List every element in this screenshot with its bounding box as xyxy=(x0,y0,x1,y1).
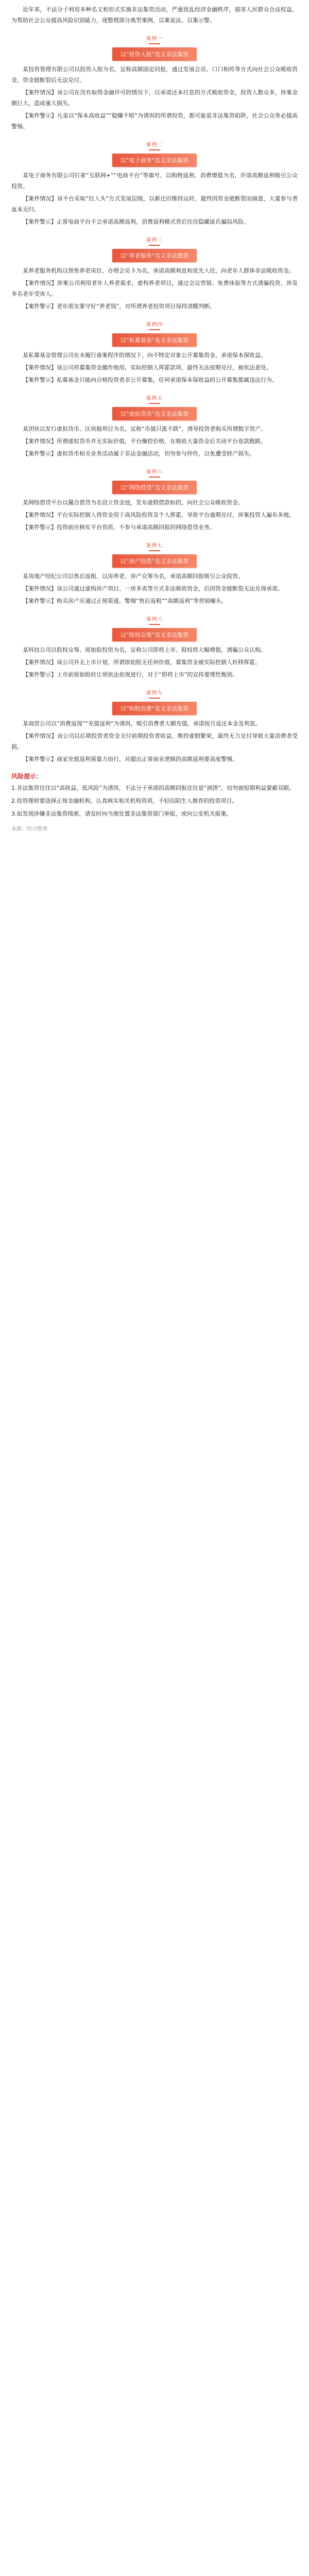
risk-item: 1.非法集资往往以“高收益、低风险”为诱饵，不法分子承诺的高额回报往往是“画饼”，切勿被短期利益蒙蔽双眼。 xyxy=(11,785,295,791)
case-body xyxy=(0,571,309,606)
case-paragraph: 【案件情况】涉案公司利用老年人养老需求，虚构养老项目，通过会议营销、免费体验等方式诱骗投资，涉及多名老年受害人。 xyxy=(11,280,298,297)
case-title-tag: 以“房产投资”名义非法集资 xyxy=(112,554,197,568)
case-header xyxy=(0,316,309,350)
case-header xyxy=(0,537,309,571)
case-title-tag: 以“投资入股”名义非法集资 xyxy=(112,47,197,61)
case-title-tag: 以“虚拟货币”名义非法集资 xyxy=(112,407,197,420)
case-number: 案例五 xyxy=(146,396,163,401)
case-paragraph: 【案件警示】老年朋友要守好“养老钱”，对所谓养老投资项目保持清醒判断。 xyxy=(23,303,216,310)
case-paragraph: 【案件情况】该公司将募集资金挪作他用，实际控制人挥霍款项，最终无法按期兑付，被依法查处。 xyxy=(23,364,272,371)
case-divider xyxy=(149,149,160,150)
intro-paragraph: 近年来，不法分子利用多种名义和形式实施非法集资活动，严重扰乱经济金融秩序，损害人民群众合法权益。为帮助社会公众提高风险识别能力，现整理部分典型案例，以案说法、以案示警。 xyxy=(11,6,298,24)
risk-section xyxy=(0,772,309,819)
case-paragraph: 【案件警示】购买房产应通过正规渠道，警惕“售后返租”“高额返利”等营销噱头。 xyxy=(23,598,227,604)
case-header xyxy=(0,389,309,423)
case-paragraph: 【案件警示】正常电商平台不会承诺高额返利，消费返利模式背后往往隐藏庞氏骗局风险。 xyxy=(23,218,249,225)
case-body xyxy=(0,64,309,132)
case-block xyxy=(0,136,309,227)
case-number: 案例八 xyxy=(146,617,163,622)
case-body xyxy=(0,645,309,680)
case-number: 案例三 xyxy=(146,238,163,243)
case-number: 案例九 xyxy=(146,690,163,696)
case-divider xyxy=(149,624,160,625)
case-block xyxy=(0,231,309,312)
case-paragraph: 某电子商务有限公司打着“互联网+”“电商平台”等旗号，以购物返利、消费增值为名，许诺高额返利吸引公众投资。 xyxy=(11,172,298,190)
case-header xyxy=(0,231,309,265)
case-title-tag: 以“股权众筹”名义非法集资 xyxy=(112,628,197,641)
case-number: 案例六 xyxy=(146,469,163,475)
case-title-tag: 以“电子商务”名义非法集资 xyxy=(112,154,197,167)
case-header xyxy=(0,463,309,497)
case-paragraph: 【案件警示】凡是以“保本高收益”“稳赚不赔”为诱饵的所谓投资，都可能是非法集资陷阱，社会公众务必提高警惕。 xyxy=(11,112,298,130)
case-title-tag: 以“网络借贷”名义非法集资 xyxy=(112,481,197,494)
case-paragraph: 某网络借贷平台以撮合借贷为名设立资金池，发布虚假借款标的，向社会公众吸收资金。 xyxy=(23,499,244,506)
risk-item: 2.投资理财要选择正规金融机构，认真核实相关机构资质，不轻信陌生人推荐的投资项目。 xyxy=(11,798,238,804)
case-title-tag: 以“养老服务”名义非法集资 xyxy=(112,249,197,262)
case-header xyxy=(0,30,309,64)
case-divider xyxy=(149,43,160,44)
case-number: 案例一 xyxy=(146,36,163,42)
case-body xyxy=(0,423,309,459)
case-number: 案例四 xyxy=(146,322,163,328)
case-paragraph: 某商贸公司以“消费返现”“充值返利”为诱饵，吸引消费者大额充值，承诺按月返还本金及利息。 xyxy=(23,720,261,727)
case-paragraph: 【案件警示】虚拟货币相关业务活动属于非法金融活动，切勿参与炒作，以免遭受财产损失。 xyxy=(23,450,255,457)
case-number: 案例七 xyxy=(146,543,163,549)
case-list xyxy=(0,30,309,765)
case-block xyxy=(0,30,309,132)
case-divider xyxy=(149,477,160,478)
case-divider xyxy=(149,698,160,699)
case-title-tag: 以“购物消费”名义非法集资 xyxy=(112,702,197,715)
case-header xyxy=(0,611,309,645)
case-paragraph: 【案件情况】该公司并无上市计划，所谓原始股无任何价值，募集资金被实际控制人转移挥霍。 xyxy=(23,659,261,666)
source-note: 来源：综合整理 xyxy=(11,826,47,832)
case-body xyxy=(0,497,309,533)
case-body xyxy=(0,265,309,312)
case-divider xyxy=(149,245,160,246)
case-body xyxy=(0,350,309,385)
case-paragraph: 【案件情况】平台实际控制人将资金用于高风险投资及个人挥霍，导致平台逾期兑付，涉案投资人遍布多地。 xyxy=(23,512,295,518)
case-block xyxy=(0,684,309,765)
risk-title: 风险提示： xyxy=(11,773,43,780)
case-block xyxy=(0,537,309,606)
case-paragraph: 某投资管理有限公司以投资入股为名，宣称高额固定回报，通过发展会员、口口相传等方式向社会公众吸收资金，资金链断裂后无法兑付。 xyxy=(11,66,298,83)
case-header xyxy=(0,136,309,170)
case-divider xyxy=(149,550,160,551)
case-paragraph: 【案件情况】该公司通过虚构房产项目、一房多卖等方式非法吸收资金，后因资金链断裂无法兑现承诺。 xyxy=(23,585,283,592)
case-paragraph: 【案件警示】私募基金只能向合格投资者非公开募集，任何承诺保本保收益的公开募集都属违法行为。 xyxy=(23,377,278,383)
case-title-tag: 以“私募基金”名义非法集资 xyxy=(112,333,197,347)
case-paragraph: 【案件情况】该公司在没有取得金融许可的情况下，以承诺还本付息的方式吸收资金，投资人数众多，涉案金额巨大，造成重大损失。 xyxy=(11,89,298,107)
case-block xyxy=(0,463,309,533)
case-paragraph: 某房地产经纪公司以售后返租、以房养老、房产众筹为名，承诺高额回报吸引公众投资。 xyxy=(23,573,244,580)
risk-item: 3.如发现涉嫌非法集资线索，请及时向当地处置非法集资部门举报，或向公安机关报案。 xyxy=(11,810,232,817)
case-paragraph: 【案件情况】所谓虚拟货币并无实际价值，平台操控价格，在吸收大量资金后关闭平台卷款跑路。 xyxy=(23,438,266,445)
case-paragraph: 某私募基金管理公司在未履行备案程序的情况下，向不特定对象公开募集资金，承诺保本保收益。 xyxy=(23,352,266,359)
case-divider xyxy=(149,403,160,404)
case-block xyxy=(0,389,309,459)
case-block xyxy=(0,316,309,385)
case-number: 案例二 xyxy=(146,142,163,148)
case-paragraph: 【案件警示】商家充值返利需量力而行，对超出正常商业逻辑的高额返利要高度警惕。 xyxy=(23,756,238,762)
case-paragraph: 某团伙以发行虚拟货币、区块链项目为名，宣称“币值只涨不跌”，诱导投资者购买所谓数字资产。 xyxy=(23,426,267,432)
case-body xyxy=(0,170,309,227)
case-paragraph: 【案件情况】该平台采取“拉人头”方式发展层级，以新还旧维持运转，最终因资金链断裂而崩盘，大量参与者血本无归。 xyxy=(11,195,298,213)
case-paragraph: 【案件警示】投资前应核实平台资质，不参与承诺高额回报的网络借贷业务。 xyxy=(23,524,215,531)
case-block xyxy=(0,611,309,680)
case-paragraph: 【案件情况】该公司以后期投资者资金支付前期投资者收益，维持虚假繁荣，最终无力兑付导致大量消费者受损。 xyxy=(11,733,298,750)
case-header xyxy=(0,684,309,718)
case-body xyxy=(0,718,309,765)
case-paragraph: 某养老服务机构以预售养老床位、办理会员卡为名，承诺高额利息和优先入住，向老年人群体非法吸收资金。 xyxy=(23,267,295,274)
case-divider xyxy=(149,329,160,330)
case-paragraph: 某科技公司以股权众筹、原始股投资为名，宣称公司即将上市、股权将大幅增值，诱骗公众认购。 xyxy=(23,647,266,653)
case-paragraph: 【案件警示】上市前原始股转让须依法依规进行，对于“即将上市”的宣传要理性甄别。 xyxy=(23,671,238,678)
